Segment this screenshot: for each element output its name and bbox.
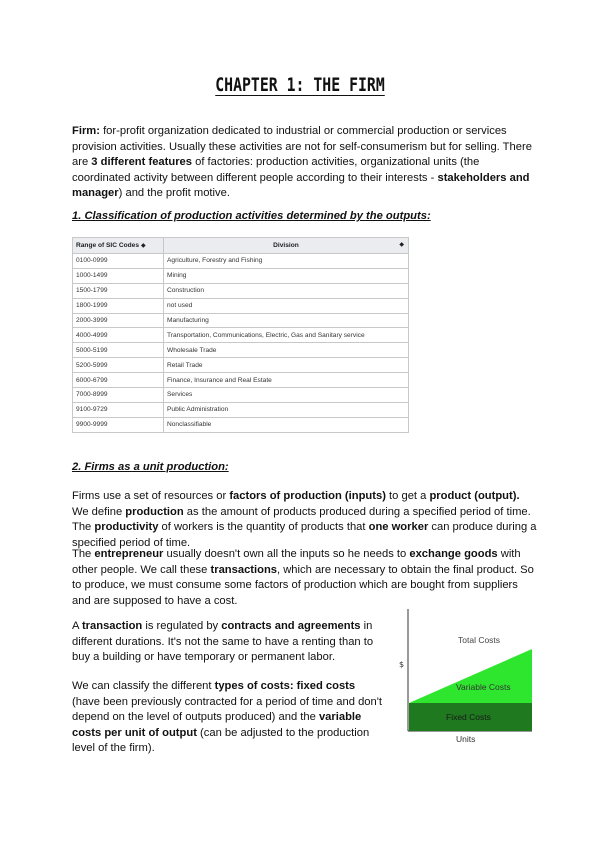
table-row bbox=[73, 254, 409, 269]
table-row bbox=[73, 402, 409, 417]
division-cell: Wholesale Trade bbox=[164, 343, 409, 358]
firm-term: Firm: bbox=[72, 125, 100, 137]
sort-icon: ◆ bbox=[399, 242, 404, 248]
division-cell: Construction bbox=[164, 283, 409, 298]
sic-code-cell: 4000-4999 bbox=[73, 328, 164, 343]
table-row bbox=[73, 268, 409, 283]
sic-code-cell: 5000-5199 bbox=[73, 343, 164, 358]
table-row bbox=[73, 417, 409, 432]
sic-code-cell: 9900-9999 bbox=[73, 417, 164, 432]
division-cell: Manufacturing bbox=[164, 313, 409, 328]
col-header-division[interactable]: Division ◆ bbox=[164, 238, 409, 254]
cost-chart bbox=[398, 607, 533, 742]
table-row bbox=[73, 298, 409, 313]
costs-paragraph: We can classify the different types of costs: fixed costs (have been previously contracted for a period of time and don't depend on the level of outputs produced) and the variable costs per unit of output (can be adjusted to the production level of the firm). bbox=[72, 680, 382, 755]
intro-text-3: ) and the profit motive. bbox=[118, 187, 230, 200]
table-header-row bbox=[73, 238, 409, 254]
intro-text-1: for-profit organization dedicated to industrial or commercial production or services provision activities. Usually these activities are not for self-consumerism but for selling. There are bbox=[72, 125, 532, 169]
division-cell: Transportation, Communications, Electric, Gas and Sanitary service bbox=[164, 328, 409, 343]
sic-code-cell: 9100-9729 bbox=[73, 402, 164, 417]
page-title: CHAPTER 1: THE FIRM bbox=[215, 74, 385, 96]
division-cell: Mining bbox=[164, 268, 409, 283]
section2-heading: 2. Firms as a unit production: bbox=[72, 461, 229, 473]
transaction-paragraph: A transaction is regulated by contracts and agreements in different durations. It's not the same to have a renting than to buy a building or have temporary or permanent labor. bbox=[72, 620, 374, 664]
sic-code-cell: 6000-6799 bbox=[73, 373, 164, 388]
sic-code-cell: 0100-0999 bbox=[73, 254, 164, 269]
intro-bold-1: 3 different features bbox=[91, 156, 192, 169]
sic-table bbox=[72, 237, 409, 433]
fixed-costs-label: Fixed Costs bbox=[446, 712, 491, 722]
y-axis-label: $ bbox=[399, 660, 405, 669]
intro-bold-2: stakeholders and manager bbox=[72, 171, 530, 200]
division-cell: Public Administration bbox=[164, 402, 409, 417]
table-row bbox=[73, 328, 409, 343]
sic-code-cell: 2000-3999 bbox=[73, 313, 164, 328]
entrepreneur-paragraph: The entrepreneur usually doesn't own all the inputs so he needs to exchange goods with other people. We call these transactions, which are necessary to obtain the final product. So to produce, we must consume some factors of production which are bought from suppliers and are supposed to have a cost. bbox=[72, 548, 534, 607]
division-cell: Finance, Insurance and Real Estate bbox=[164, 373, 409, 388]
col-header-range[interactable]: Range of SIC Codes ◆ bbox=[73, 238, 164, 254]
division-cell: Nonclassifiable bbox=[164, 417, 409, 432]
variable-costs-label: Variable Costs bbox=[456, 682, 511, 692]
table-row bbox=[73, 343, 409, 358]
sic-code-cell: 7000-8999 bbox=[73, 388, 164, 403]
table-row bbox=[73, 373, 409, 388]
table-row bbox=[73, 388, 409, 403]
table-row bbox=[73, 313, 409, 328]
table-row bbox=[73, 283, 409, 298]
variable-costs-area bbox=[409, 649, 532, 703]
sic-code-cell: 1800-1999 bbox=[73, 298, 164, 313]
table-row bbox=[73, 358, 409, 373]
division-cell: Services bbox=[164, 388, 409, 403]
section1-heading: 1. Classification of production activities determined by the outputs: bbox=[72, 210, 431, 222]
sic-code-cell: 1500-1799 bbox=[73, 283, 164, 298]
division-cell: Agriculture, Forestry and Fishing bbox=[164, 254, 409, 269]
x-axis-label: Units bbox=[456, 734, 476, 742]
intro-paragraph bbox=[72, 124, 538, 202]
division-cell: Retail Trade bbox=[164, 358, 409, 373]
division-cell: not used bbox=[164, 298, 409, 313]
total-costs-label: Total Costs bbox=[458, 635, 501, 645]
sic-code-cell: 5200-5999 bbox=[73, 358, 164, 373]
sic-code-cell: 1000-1499 bbox=[73, 268, 164, 283]
intro-text-2: of factories: production activities, organizational units (the coordinated activity between different people according to their interests - bbox=[72, 156, 480, 184]
production-paragraph: Firms use a set of resources or factors of production (inputs) to get a product (output). We define production as the amount of products produced during a specified period of time. The productivity of workers is the quantity of products that one worker can produce during a specified period of time. bbox=[72, 490, 537, 549]
sort-icon: ◆ bbox=[141, 243, 146, 249]
